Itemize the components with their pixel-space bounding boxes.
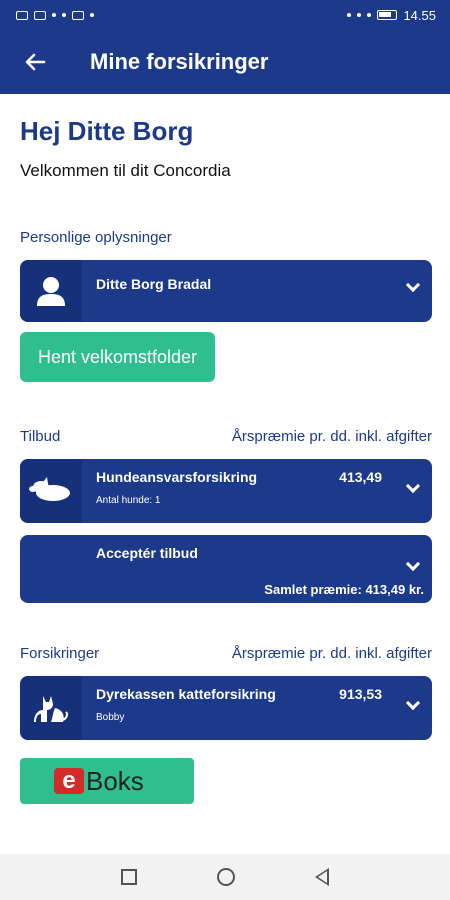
page-title: Mine forsikringer (90, 49, 269, 74)
insurance-subtitle: Bobby (96, 712, 125, 723)
bluetooth-icon (367, 13, 371, 17)
insurances-heading-row (20, 645, 432, 662)
back-button[interactable] (0, 30, 70, 94)
insurance-price: 913,53 (339, 686, 382, 702)
person-icon (20, 260, 82, 322)
notification-icon (90, 13, 94, 17)
recents-icon[interactable] (121, 869, 137, 885)
dog-icon (20, 459, 82, 523)
accept-offer-title: Acceptér tilbud (96, 545, 198, 561)
messenger-icon (52, 13, 56, 17)
mail-icon (72, 11, 84, 20)
eboks-button[interactable] (20, 758, 194, 804)
arrow-left-icon (24, 51, 46, 73)
status-right-icons (347, 8, 436, 23)
insurances-heading: Forsikringer (20, 645, 100, 662)
personal-info-card[interactable] (20, 260, 432, 322)
offer-card-dog[interactable] (20, 459, 432, 523)
personal-heading-row (20, 229, 432, 246)
app-bar (0, 30, 450, 94)
offers-price-heading: Årspræmie pr. dd. inkl. afgifter (231, 428, 432, 445)
insurances-price-heading: Årspræmie pr. dd. inkl. afgifter (231, 645, 432, 662)
offer-subtitle: Antal hunde: 1 (96, 495, 161, 506)
signal-icon (34, 11, 46, 20)
offers-heading-row (20, 428, 432, 445)
insurance-title: Dyrekassen katteforsikring (96, 686, 276, 702)
nfc-icon (357, 13, 361, 17)
welcome-folder-button[interactable]: Hent velkomstfolder (20, 332, 215, 382)
eboks-logo-letter: e (54, 768, 84, 794)
insurance-card-cat[interactable] (20, 676, 432, 740)
back-triangle-icon[interactable] (315, 868, 329, 886)
offer-price: 413,49 (339, 469, 382, 485)
personal-name: Ditte Borg Bradal (96, 276, 212, 292)
accept-offer-total: Samlet præmie: 413,49 kr. (264, 582, 424, 597)
personal-heading: Personlige oplysninger (20, 229, 172, 246)
status-left-icons (16, 11, 94, 20)
status-time: 14.55 (403, 7, 436, 23)
system-nav-bar (0, 854, 450, 900)
cat-icon (20, 676, 82, 740)
welcome-text: Velkommen til dit Concordia (20, 161, 231, 180)
main-content (20, 94, 432, 804)
accept-offer-card[interactable] (20, 535, 432, 603)
battery-icon (377, 10, 397, 20)
eboks-logo-text: Boks (86, 765, 144, 796)
offers-heading: Tilbud (20, 428, 61, 445)
hd-signal-icon (16, 11, 28, 20)
vibrate-icon (347, 13, 351, 17)
offer-title: Hundeansvarsforsikring (96, 469, 258, 485)
status-bar (0, 0, 450, 30)
chat-icon (62, 13, 66, 17)
home-icon[interactable] (217, 868, 235, 886)
greeting: Hej Ditte Borg (20, 116, 194, 146)
